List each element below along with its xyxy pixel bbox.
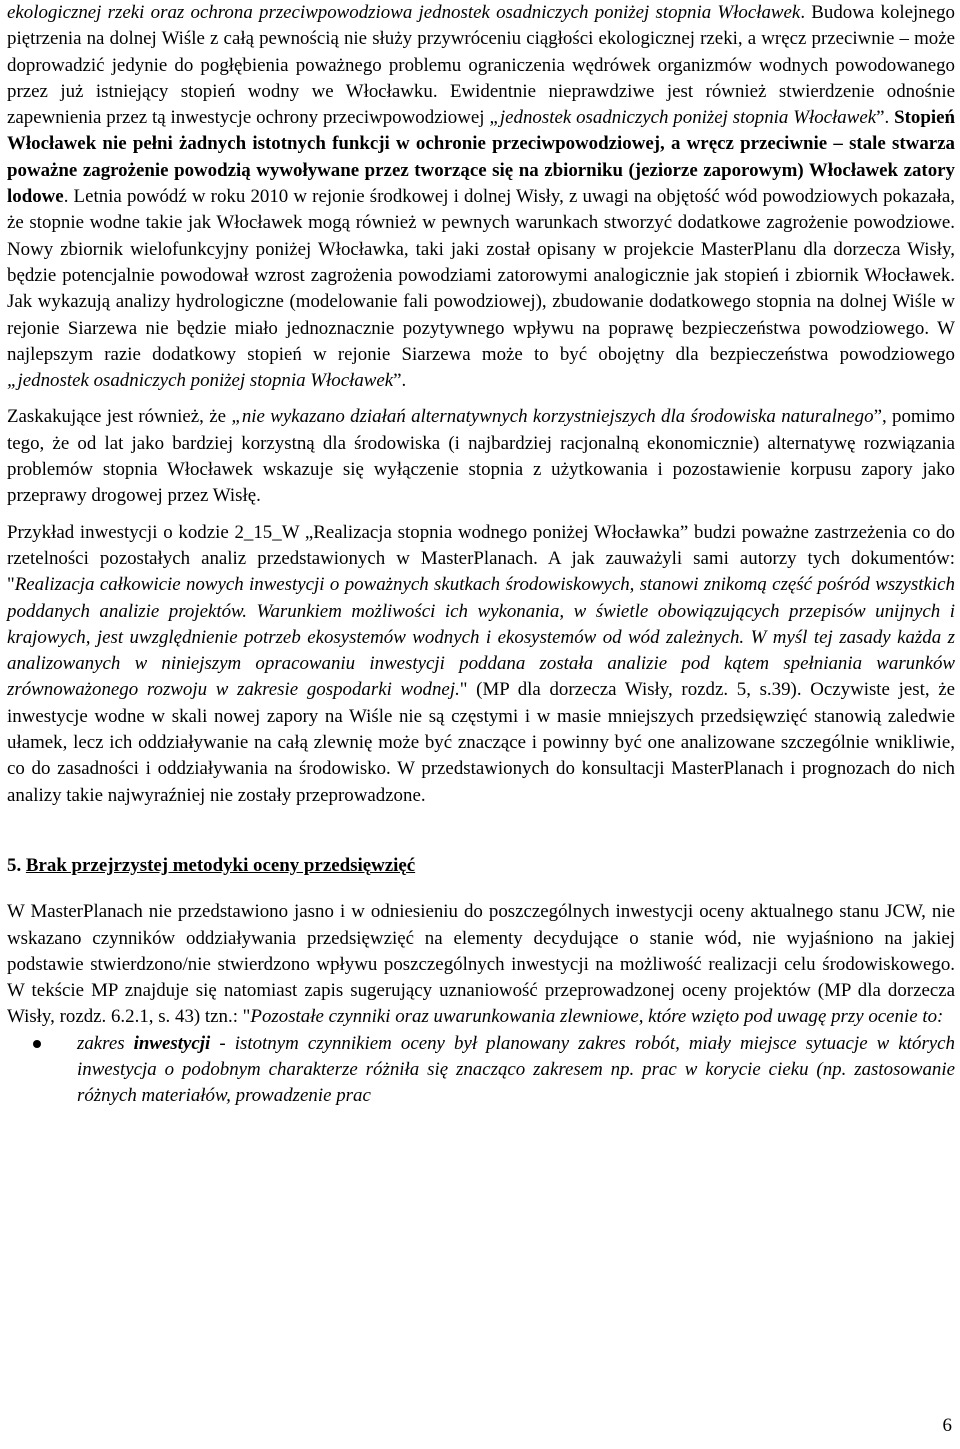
text-run: Pozostałe czynniki oraz uwarunkowania zlewniowe, które wzięto pod uwagę przy ocenie to: [250,1006,944,1028]
text-run: " (MP dla dorzecza Wisły, rozdz. 5, s.39). Oczywiste jest, że inwestycje wodne w skali nowej zapory na Wiśle nie są częstymi i w masie mniejszych przedsięwzięć stanowią zaledwie ułamek, lecz ich oddziaływanie na całą zlewnię może być znaczące i powinny być one analizowane szczególnie wnikliwie, co do zasadności i oddziaływania na środowisko. W przedstawionych do konsultacji MasterPlanach i prognozach do nich analizy takie najwyraźniej nie zostały przeprowadzone. [7,679,955,806]
text-run: Zaskakujące jest również, że [7,406,232,428]
list-item-text [77,1033,955,1107]
text-run: W MasterPlanach nie przedstawiono jasno i w odniesieniu do poszczególnych inwestycji oceny aktualnego stanu JCW, nie wskazano czynników oddziaływania przedsięwzięć na elementy decydujące o stanie wód, nie wyjaśniono na jakiej podstawie stwierdzono/nie stwierdzono wpływu poszczególnych inwestycji na możliwość realizacji celu środowiskowego. W tekście MP znajduje się natomiast zapis sugerujący uznaniowość przeprowadzonej oceny projektów (MP dla dorzecza Wisły, rozdz. 6.2.1, s. 43) tzn.: " [7,901,955,1028]
paragraph-siarzew-flood [7,0,955,394]
text-run: ”, pomimo tego, że od lat jako bardziej korzystną dla środowiska (i najbardziej racjonalną ekonomicznie) alternatywę rozwiązania problemów stopnia Włocławek wskazuje się wyłączenie stopnia z użytkowania i pozostawienie korpusu zapory jako przeprawy drogowej przez Wisłę. [7,406,956,507]
text-run: zakres [77,1032,134,1054]
paragraph-investment-2-15-w [7,520,955,809]
page-number: 6 [942,1415,952,1436]
factor-list [7,1031,955,1110]
list-item [7,1031,955,1110]
text-run: „nie wykazano działań alternatywnych korzystniejszych dla środowiska naturalnego [231,406,874,428]
text-run: . Budowa kolejnego piętrzenia na dolnej Wiśle z całą pewnością nie służy przywróceniu ciągłości ekologicznej rzeki, a wręcz przeciwnie – może doprowadzić jedynie do pogłębienia poważnego problemu ograniczenia wędrówek organizmów wodnych powodowanego przez już istniejący stopień wodny we Włocławku. Ewidentnie nieprawdziwe jest również stwierdzenie odnośnie zapewnienia przez tą inwestycje ochrony przeciwpowodziowej [7,2,956,129]
bullet-dot-icon [33,1040,41,1048]
text-run: Stopień Włocławek nie pełni żadnych istotnych funkcji w ochronie przeciwpowodziowej, a wręcz przeciwnie – stale stwarza poważne zagrożenie powodzią wywoływane przez tworzące się na zbiorniku (jeziorze zaporowym) Włocławek zatory lodowe [7,107,955,208]
text-run: „jednostek osadniczych poniżej stopnia Włocławek [7,370,394,392]
paragraph-alternatives [7,404,955,509]
text-run: ekologicznej rzeki oraz ochrona przeciwpowodziowa jednostek osadniczych poniżej stopnia Włocławek [7,2,801,23]
section-heading-5 [7,853,955,879]
text-run: Brak przejrzystej metodyki oceny przedsięwzięć [25,854,416,876]
text-run: ”. [393,370,407,392]
text-run: 5. [7,854,26,876]
text-run: Realizacja całkowicie nowych inwestycji o poważnych skutkach środowiskowych, stanowi znikomą część pośród wszystkich poddanych analizie projektów. Warunkiem możliwości ich wykonania, w świetle obowiązujących przepisów unijnych i krajowych, jest uwzględnienie potrzeb ekosystemów wodnych i ekosystemów od wód zależnych. W myśl tej zasady każda z analizowanych w niniejszym opracowaniu inwestycji poddana została analizie pod kątem spełniania warunków zrównoważonego rozwoju w zakresie gospodarki wodnej. [7,574,955,701]
text-run: „jednostek osadniczych poniżej stopnia Włocławek [489,107,877,129]
text-run: Przykład inwestycji o kodzie 2_15_W „Realizacja stopnia wodnego poniżej Włocławka” budzi poważne zastrzeżenia co do rzetelności pozostałych analiz przedstawionych w MasterPlanach. A jak zauważyli sami autorzy tych dokumentów: " [7,521,955,596]
text-run: . Letnia powódź w roku 2010 w rejonie środkowej i dolnej Wisły, z uwagi na objętość wód powodziowych pokazała, że stopnie wodne takie jak Włocławek mogą również w pewnych warunkach stworzyć dodatkowe zagrożenie powodziowe. Nowy zbiornik wielofunkcyjny poniżej Włocławka, taki jaki został opisany w projekcie MasterPlanu dla dorzecza Wisły, będzie potencjalnie powodował wzrost zagrożenia powodziami zatorowymi analogicznie jak stopień i zbiornik Włocławek. Jak wykazują analizy hydrologiczne (modelowanie fali powodziowej), zbudowanie dodatkowego stopnia na dolnej Wiśle w rejonie Siarzewa nie będzie miało jednoznacznie pozytywnego wpływu na poprawę bezpieczeństwa powodziowego. W najlepszym razie dodatkowy stopień w rejonie Siarzewa może to być obojętny dla bezpieczeństwa powodziowego [7,186,955,365]
text-run: inwestycji [133,1032,211,1054]
paragraph-methodology [7,899,955,1030]
text-run: - istotnym czynnikiem oceny był planowany zakres robót, miały miejsce sytuacje w których inwestycja o podobnym charakterze różniła się znacząco zakresem np. prac w korycie cieku (np. zastosowanie różnych materiałów, prowadzenie prac [77,1032,956,1107]
text-run: ”. [876,107,895,129]
